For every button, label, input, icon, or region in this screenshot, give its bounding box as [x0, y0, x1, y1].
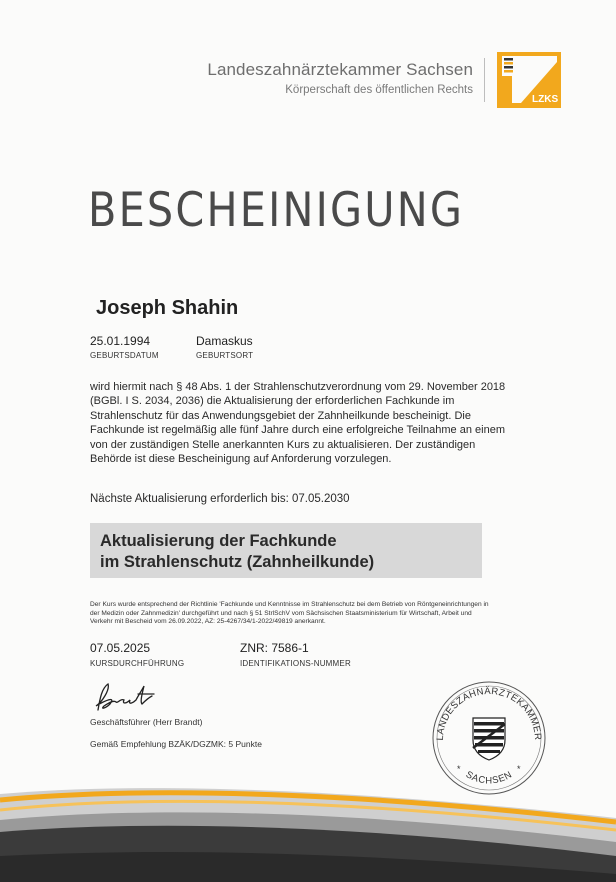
seal-star-right: *	[517, 764, 521, 774]
course-date: 07.05.2025	[90, 641, 151, 655]
decorative-footer-waves	[0, 770, 616, 882]
course-title	[100, 531, 374, 573]
birth-place: Damaskus	[196, 334, 253, 348]
holder-name: Joseph Shahin	[96, 297, 239, 319]
fine-print: Der Kurs wurde entsprechend der Richtlinie 'Fachkunde und Kenntnisse im Strahlenschutz bei dem Betrieb von Röntgeneinrichtungen in der Medizin oder Zahnmedizin' durchgeführt und nach § 51 StrlSchV vom Sächsischen Staatsministerium für Wirtschaft, Arbeit und Verkehr mit Bescheid vom 26.09.2022, AZ: 25-4267/34/1-2022/49819 anerkannt.	[90, 601, 489, 625]
points-note: Gemäß Empfehlung BZÄK/DGZMK: 5 Punkte	[90, 739, 262, 749]
birth-date-label: GEBURTSDATUM	[90, 351, 159, 360]
org-name: Landeszahnärztekammer Sachsen	[207, 60, 473, 79]
seal-bottom-arc: SACHSEN	[463, 769, 515, 787]
logo-text: LZKS	[532, 94, 559, 105]
certificate-text: wird hiermit nach § 48 Abs. 1 der Strahlenschutzverordnung vom 29. November 2018 (BGBl. I S. 2034, 2036) die Aktualisierung der erforderlichen Fachkunde im Strahlenschutz für das Anwendungsgebiet der Zahnheilkunde bescheinigt. Die Fachkunde ist regelmäßig alle fünf Jahre durch eine erfolgreiche Teilnahme an einem von der zuständigen Stelle anerkannten Kurs zu aktualisieren. Der zuständigen Behörde ist diese Bescheinigung auf Anforderung vorzulegen.	[90, 381, 506, 466]
course-title-line2: im Strahlenschutz (Zahnheilkunde)	[100, 553, 375, 571]
birth-date: 25.01.1994	[90, 334, 151, 348]
course-date-label: KURSDURCHFÜHRUNG	[90, 659, 185, 668]
signer: Geschäftsführer (Herr Brandt)	[90, 717, 203, 727]
seal-top-arc: LANDESZAHNÄRZTEKAMMER	[434, 685, 544, 741]
signature	[88, 680, 168, 716]
seal-star-left: *	[457, 764, 461, 774]
header-divider	[484, 58, 485, 102]
course-title-line1: Aktualisierung der Fachkunde	[100, 532, 337, 550]
org-subtitle: Körperschaft des öffentlichen Rechts	[285, 84, 473, 96]
znr: ZNR: 7586-1	[240, 641, 309, 655]
next-update: Nächste Aktualisierung erforderlich bis: 07.05.2030	[90, 493, 350, 505]
lzks-logo	[497, 52, 561, 108]
znr-label: IDENTIFIKATIONS-NUMMER	[240, 659, 351, 668]
saxony-coat-of-arms	[473, 718, 505, 760]
birth-place-label: GEBURTSORT	[196, 351, 254, 360]
document-title: BESCHEINIGUNG	[88, 183, 465, 238]
